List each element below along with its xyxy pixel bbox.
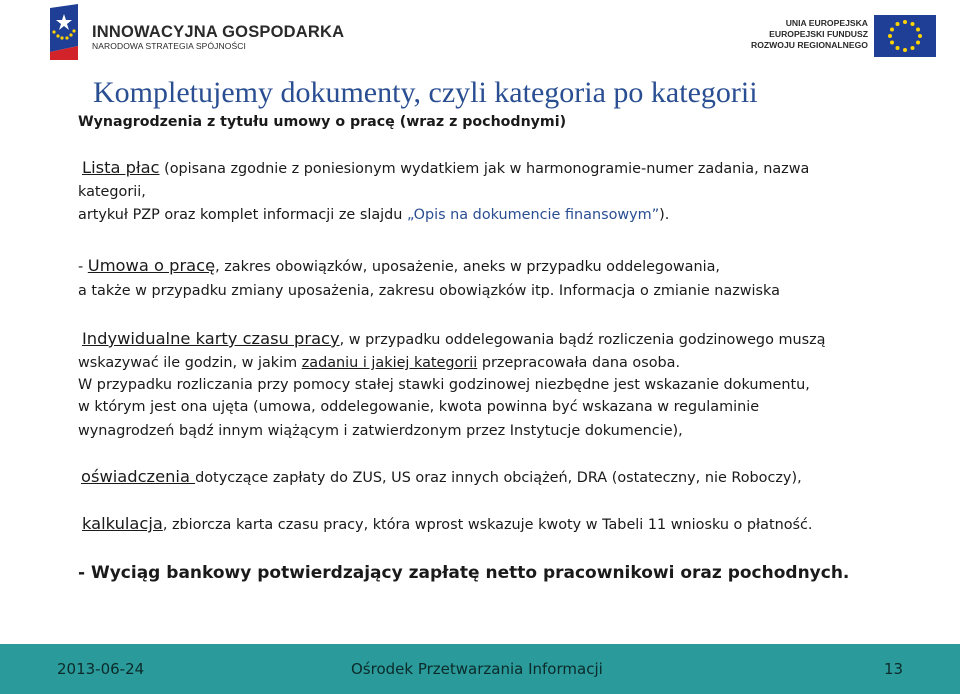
- para-wyciag: - Wyciąg bankowy potwierdzający zapłatę netto pracownikowi oraz pochodnych.: [78, 563, 850, 583]
- eu-flag-icon: [874, 15, 936, 57]
- slide-title: Kompletujemy dokumenty, czyli kategoria po kategorii: [93, 76, 758, 109]
- slide-subtitle: Wynagrodzenia z tytułu umowy o pracę (wraz z pochodnymi): [78, 114, 567, 130]
- para-karty-line5: wynagrodzeń bądź innym wiążącym i zatwierdzonym przez Instytucje dokumencie),: [78, 423, 683, 439]
- para-kalkulacja: kalkulacja, zbiorcza karta czasu pracy, która wprost wskazuje kwoty w Tabeli 11 wniosku o płatność.: [82, 514, 813, 533]
- logo-subtitle: NARODOWA STRATEGIA SPÓJNOŚCI: [92, 41, 246, 51]
- para-lista-plac-line1: Lista płac (opisana zgodnie z poniesionym wydatkiem jak w harmonogramie-numer zadania, nazwa: [82, 158, 810, 177]
- para-karty-line4: w którym jest ona ujęta (umowa, oddelegowanie, kwota powinna być wskazana w regulaminie: [78, 399, 760, 415]
- footer-date: 2013-06-24: [57, 660, 145, 678]
- eu-fund-text: [751, 18, 868, 51]
- innowacyjna-gospodarka-logo: [44, 4, 344, 60]
- para-karty-line3: W przypadku rozliczania przy pomocy stałej stawki godzinowej niezbędne jest wskazanie dokumentu,: [78, 377, 810, 393]
- para-karty-line1: Indywidualne karty czasu pracy, w przypadku oddelegowania bądź rozliczenia godzinowego muszą: [82, 329, 826, 348]
- para-lista-plac-line2: kategorii,: [78, 184, 146, 200]
- kalkulacja-label: kalkulacja: [82, 514, 163, 533]
- eu-line-2: EUROPEJSKI FUNDUSZ: [769, 29, 868, 39]
- footer-bar: [0, 644, 960, 694]
- eu-line-3: ROZWOJU REGIONALNEGO: [751, 40, 868, 50]
- eu-fund-logo: [751, 12, 936, 56]
- opis-ref: „Opis na dokumencie finansowym”: [406, 207, 660, 223]
- page-number: 13: [884, 660, 904, 678]
- eu-line-1: UNIA EUROPEJSKA: [785, 18, 868, 28]
- logo-title: INNOWACYJNA GOSPODARKA: [92, 23, 345, 41]
- umowa-label: Umowa o pracę: [87, 256, 216, 275]
- eu-star-emblem-icon: [44, 4, 84, 60]
- para-oswiadczenia: oświadczenia dotyczące zapłaty do ZUS, US oraz innych obciążeń, DRA (ostateczny, nie Roboczy),: [81, 467, 802, 486]
- lista-plac-label: Lista płac: [82, 158, 160, 177]
- oswiadczenia-label: oświadczenia: [81, 467, 196, 486]
- karty-label: Indywidualne karty czasu pracy: [82, 329, 340, 348]
- footer-organization: Ośrodek Przetwarzania Informacji: [351, 660, 603, 678]
- para-lista-plac-line3: artykuł PZP oraz komplet informacji ze slajdu „Opis na dokumencie finansowym”).: [78, 207, 670, 223]
- para-karty-line2: wskazywać ile godzin, w jakim zadaniu i jakiej kategorii przepracowała dana osoba.: [78, 355, 681, 371]
- para-umowa-line1: - Umowa o pracę, zakres obowiązków, uposażenie, aneks w przypadku oddelegowania,: [78, 256, 720, 275]
- para-umowa-line2: a także w przypadku zmiany uposażenia, zakresu obowiązków itp. Informacja o zmianie nazwiska: [78, 283, 780, 299]
